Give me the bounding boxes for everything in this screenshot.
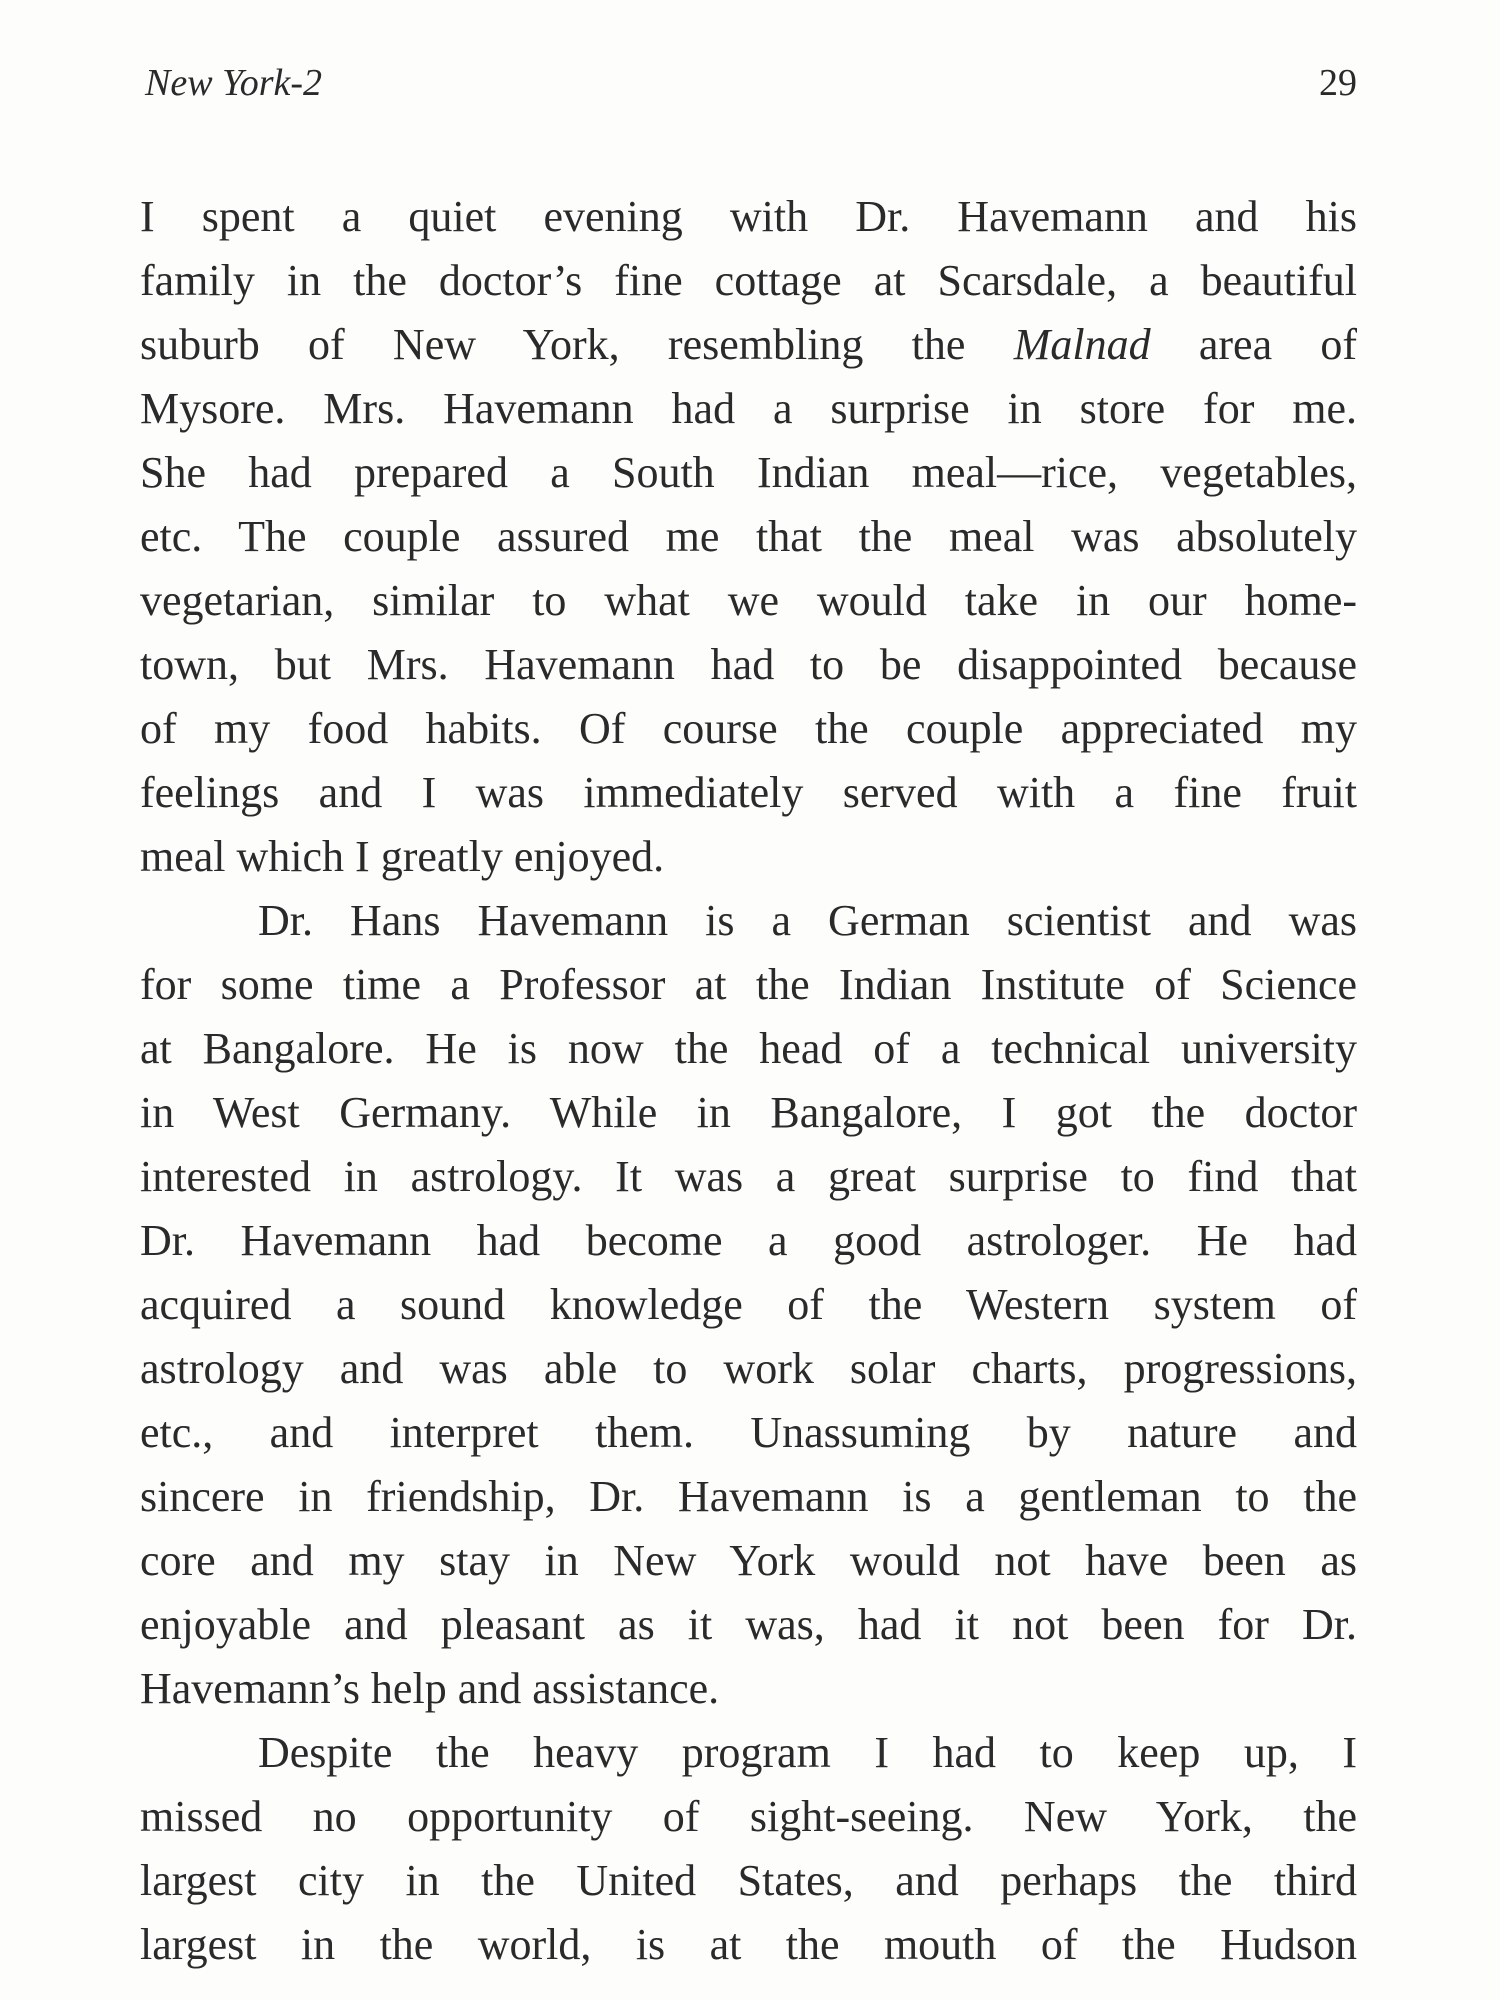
text-line: town, but Mrs. Havemann had to be disappointed because: [140, 640, 1357, 689]
text-line: [140, 313, 1357, 377]
text-line: of my food habits. Of course the couple appreciated my: [140, 704, 1357, 753]
paragraph-3: [140, 1721, 1357, 1977]
text-line: acquired a sound knowledge of the Western system of: [140, 1280, 1357, 1329]
text-line: at Bangalore. He is now the head of a technical university: [140, 1024, 1357, 1073]
page-number: 29: [1319, 62, 1357, 104]
text-line: for some time a Professor at the Indian Institute of Science: [140, 960, 1357, 1009]
text-line: feelings and I was immediately served with a fine fruit: [140, 768, 1357, 817]
text-line: core and my stay in New York would not have been as: [140, 1536, 1357, 1585]
paragraph-2: [140, 889, 1357, 1721]
text-line: etc., and interpret them. Unassuming by nature and: [140, 1408, 1357, 1457]
text-line: meal which I greatly enjoyed.: [140, 832, 665, 881]
text-segment: area of: [1198, 320, 1357, 369]
text-segment: suburb of New York, resembling the: [140, 320, 966, 369]
text-line: Mysore. Mrs. Havemann had a surprise in store for me.: [140, 384, 1357, 433]
text-line: largest city in the United States, and perhaps the third: [140, 1856, 1357, 1905]
text-line: She had prepared a South Indian meal—rice, vegetables,: [140, 448, 1357, 497]
text-line: largest in the world, is at the mouth of the Hudson: [140, 1920, 1357, 1969]
text-line: I spent a quiet evening with Dr. Havemann and his: [140, 192, 1357, 241]
text-line: Havemann’s help and assistance.: [140, 1664, 720, 1713]
text-line: etc. The couple assured me that the meal was absolutely: [140, 512, 1357, 561]
text-line: Dr. Havemann had become a good astrologer. He had: [140, 1216, 1357, 1265]
text-line: interested in astrology. It was a great surprise to find that: [140, 1152, 1357, 1201]
text-line: missed no opportunity of sight-seeing. New York, the: [140, 1792, 1357, 1841]
text-line: Despite the heavy program I had to keep up, I: [258, 1728, 1357, 1777]
italic-term-malnad: Malnad: [1013, 320, 1151, 369]
text-line: family in the doctor’s fine cottage at Scarsdale, a beautiful: [140, 256, 1357, 305]
body-text: [140, 185, 1357, 1977]
text-line: astrology and was able to work solar charts, progressions,: [140, 1344, 1357, 1393]
running-title: New York-2: [145, 62, 323, 104]
text-line: vegetarian, similar to what we would take in our home-: [140, 576, 1357, 625]
running-head: [145, 58, 1357, 108]
text-line: sincere in friendship, Dr. Havemann is a gentleman to the: [140, 1472, 1357, 1521]
text-line: enjoyable and pleasant as it was, had it not been for Dr.: [140, 1600, 1357, 1649]
text-line: in West Germany. While in Bangalore, I got the doctor: [140, 1088, 1357, 1137]
text-line: Dr. Hans Havemann is a German scientist and was: [258, 896, 1357, 945]
paragraph-1: [140, 185, 1357, 889]
